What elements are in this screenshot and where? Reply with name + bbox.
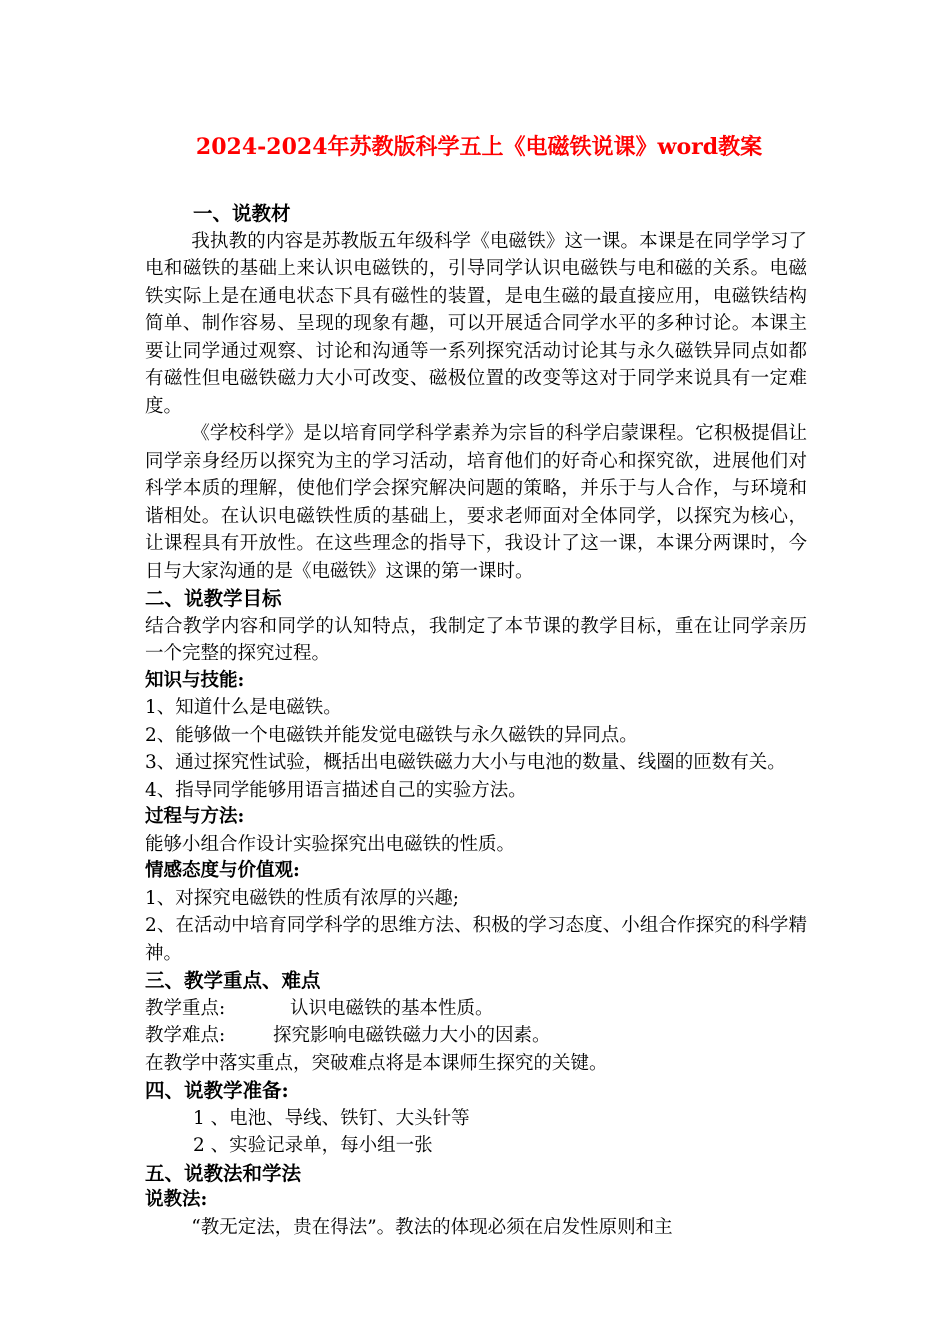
subheading-process-method: 过程与方法: xyxy=(145,806,245,827)
difficulty-row xyxy=(145,1022,807,1050)
section-heading-key-points: 三、教学重点、难点 xyxy=(145,969,321,992)
list-item: 2、能够做一个电磁铁并能发觉电磁铁与永久磁铁的异同点。 xyxy=(145,724,638,746)
subheading-teaching-method: 说教法: xyxy=(145,1189,208,1210)
paragraph-process-method: 能够小组合作设计实验探究出电磁铁的性质。 xyxy=(145,833,516,855)
section-heading-methods: 五、说教法和学法 xyxy=(145,1161,302,1185)
difficulty-label: 教学难点: xyxy=(145,1025,226,1046)
paragraph-objectives-intro: 结合教学内容和同学的认知特点，我制定了本节课的教学目标，重在让同学亲历一个完整的探究过程。 xyxy=(145,615,807,664)
document-title: 2024-2024年苏教版科学五上《电磁铁说课》word教案 xyxy=(195,134,763,160)
document-page xyxy=(145,132,807,1241)
subheading-attitude-values: 情感态度与价值观: xyxy=(145,860,300,881)
list-item: 2、在活动中培育同学科学的思维方法、积极的学习态度、小组合作探究的科学精神。 xyxy=(145,915,807,964)
list-item: 1、知道什么是电磁铁。 xyxy=(145,697,342,718)
section-heading-textbook: 一、说教材 xyxy=(193,202,291,225)
key-point-label: 教学重点: xyxy=(145,997,226,1019)
list-item: 1、对探究电磁铁的性质有浓厚的兴趣; xyxy=(145,887,460,909)
paragraph-textbook-2: 《学校科学》是以培育同学科学素养为宗旨的科学启蒙课程。它积极提倡让同学亲身经历以探究为主的学习活动，培育他们的好奇心和探究欲，进展他们对科学本质的理解，使他们学会探究解决问题的策略，并乐于与人合作，与环境和谐相处。在认识电磁铁性质的基础上，要求老师面对全体同学，以探究为核心，让课程具有开放性。在这些理念的指导下，我设计了这一课，本课分两课时，今日与大家沟通的是《电磁铁》这课的第一课时。 xyxy=(145,423,807,582)
key-point-text: 认识电磁铁的基本性质。 xyxy=(290,997,494,1019)
list-item: 3、通过探究性试验，概括出电磁铁磁力大小与电池的数量、线圈的匝数有关。 xyxy=(145,752,786,773)
paragraph-key-summary: 在教学中落实重点，突破难点将是本课师生探究的关键。 xyxy=(145,1052,608,1074)
list-item: 4、指导同学能够用语言描述自己的实验方法。 xyxy=(145,779,527,801)
paragraph-textbook-1: 我执教的内容是苏教版五年级科学《电磁铁》这一课。本课是在同学学习了电和磁铁的基础上来认识电磁铁的，引导同学认识电磁铁与电和磁的关系。电磁铁实际上是在通电状态下具有磁性的装置，是电生磁的最直接应用，电磁铁结构简单、制作容易、呈现的现象有趣，可以开展适合同学水平的多种讨论。本课主要让同学通过观察、讨论和沟通等一系列探究活动讨论其与永久磁铁异同点如都有磁性但电磁铁磁力大小可改变、磁极位置的改变等这对于同学来说具有一定难度。 xyxy=(145,230,807,417)
subheading-knowledge-skills: 知识与技能: xyxy=(145,669,245,691)
section-heading-objectives: 二、说教学目标 xyxy=(145,587,282,610)
paragraph-teaching-method: “教无定法，贵在得法”。教法的体现必须在启发性原则和主 xyxy=(191,1216,673,1238)
key-point-row xyxy=(145,995,807,1023)
difficulty-text: 探究影响电磁铁磁力大小的因素。 xyxy=(273,1025,551,1046)
list-item: 2 、实验记录单，每小组一张 xyxy=(193,1135,433,1156)
list-item: 1 、电池、导线、铁钉、大头针等 xyxy=(193,1107,470,1129)
section-heading-preparation: 四、说教学准备: xyxy=(145,1079,289,1102)
